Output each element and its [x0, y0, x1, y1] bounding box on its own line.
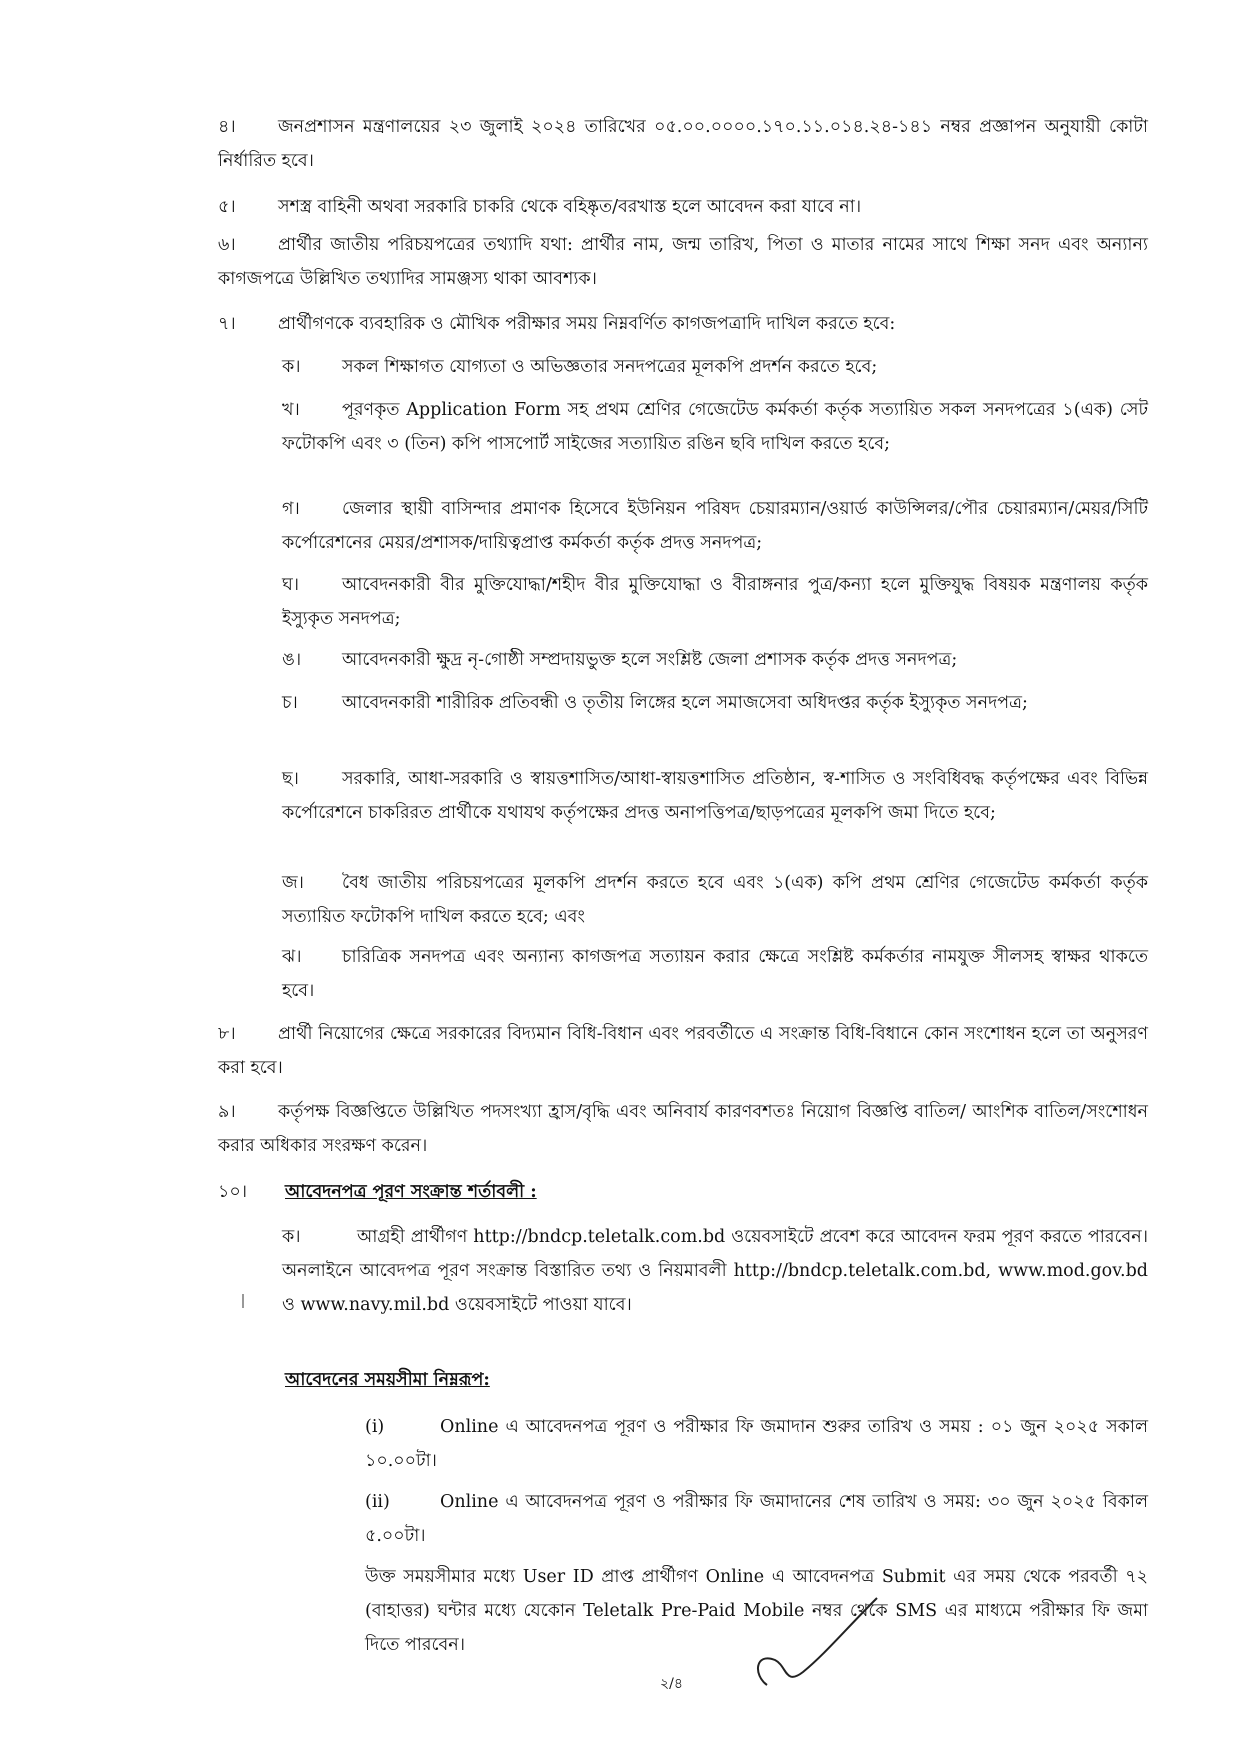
list-item-text: আবেদনকারী বীর মুক্তিযোদ্ধা/শহীদ বীর মুক্তিযোদ্ধা ও বীরাঙ্গনার পুত্র/কন্যা হলে মুক্তিযুদ্ধ বিষয়ক মন্ত্রণালয় কর্তৃক ইস্যুকৃত সনদপত্র; — [282, 575, 1148, 629]
item-number: ৮। — [218, 1024, 236, 1044]
list-marker: ঝ। — [282, 947, 302, 967]
closing-paragraph: উক্ত সময়সীমার মধ্যে User ID প্রাপ্ত প্রার্থীগণ Online এ আবেদনপত্র Submit এর সময় থেকে পরবর্তী ৭২ (বাহাত্তর) ঘন্টার মধ্যে যেকোন Teletalk Pre-Paid Mobile নম্বর থেকে SMS এর মাধ্যমে পরীক্ষার ফি জমা দিতে পারবেন। — [365, 1567, 1148, 1655]
item-number: ৫। — [218, 197, 236, 217]
deadline-item — [365, 1410, 1148, 1478]
item-text: জনপ্রশাসন মন্ত্রণালয়ের ২৩ জুলাই ২০২৪ তারিখের ০৫.০০.০০০০.১৭০.১১.০১৪.২৪-১৪১ নম্বর প্রজ্ঞাপন অনুযায়ী কোটা নির্ধারিত হবে। — [218, 117, 1148, 171]
list-item-text: বৈধ জাতীয় পরিচয়পত্রের মূলকপি প্রদর্শন করতে হবে এবং ১(এক) কপি প্রথম শ্রেণির গেজেটেড কর্মকর্তা কর্তৃক সত্যায়িত ফটোকপি দাখিল করতে হবে; এবং — [282, 873, 1148, 927]
scan-mark — [242, 1294, 244, 1308]
list-item — [282, 643, 1148, 677]
list-marker: (ii) — [365, 1492, 390, 1512]
list-item — [282, 686, 1148, 720]
list-item — [282, 568, 1148, 636]
list-item-text: জেলার স্থায়ী বাসিন্দার প্রমাণক হিসেবে ইউনিয়ন পরিষদ চেয়ারম্যান/ওয়ার্ড কাউন্সিলর/পৌর চেয়ারম্যান/মেয়র/সিটি কর্পোরেশনের মেয়র/প্রশাসক/দায়িত্বপ্রাপ্ত কর্মকর্তা কর্তৃক প্রদত্ত সনদপত্র; — [282, 499, 1148, 553]
list-item — [282, 350, 1148, 384]
item-text: কর্তৃপক্ষ বিজ্ঞপ্তিতে উল্লিখিত পদসংখ্যা হ্রাস/বৃদ্ধি এবং অনিবার্য কারণবশতঃ নিয়োগ বিজ্ঞপ্তি বাতিল/ আংশিক বাতিল/সংশোধন করার অধিকার সংরক্ষণ করেন। — [218, 1102, 1148, 1156]
list-item-text: আবেদনকারী শারীরিক প্রতিবন্ধী ও তৃতীয় লিঙ্গের হলে সমাজসেবা অধিদপ্তর কর্তৃক ইস্যুকৃত সনদপত্র; — [342, 693, 1028, 713]
item-number: ৪। — [218, 117, 236, 137]
section-heading: আবেদনপত্র পূরণ সংক্রান্ত শর্তাবলী : — [285, 1182, 537, 1202]
list-item-text: চারিত্রিক সনদপত্র এবং অন্যান্য কাগজপত্র সত্যায়ন করার ক্ষেত্রে সংশ্লিষ্ট কর্মকর্তার নামযুক্ত সীলসহ স্বাক্ষর থাকতে হবে। — [282, 947, 1148, 1001]
list-marker: (i) — [365, 1417, 385, 1437]
list-item-text: সকল শিক্ষাগত যোগ্যতা ও অভিজ্ঞতার সনদপত্রের মূলকপি প্রদর্শন করতে হবে; — [342, 357, 878, 377]
list-marker: খ। — [282, 400, 300, 420]
list-marker: ক। — [282, 357, 301, 377]
deadline-item — [365, 1485, 1148, 1553]
list-item — [282, 492, 1148, 560]
list-marker: ঘ। — [282, 575, 300, 595]
list-item-text: পূরণকৃত Application Form সহ প্রথম শ্রেণির গেজেটেড কর্মকর্তা কর্তৃক সত্যায়িত সকল সনদপত্রের ১(এক) সেট ফটোকপি এবং ৩ (তিন) কপি পাসপোর্ট সাইজের সত্যায়িত রঙিন ছবি দাখিল করতে হবে; — [282, 400, 1148, 454]
list-item-text: আবেদনকারী ক্ষুদ্র নৃ-গোষ্ঠী সম্প্রদায়ভুক্ত হলে সংশ্লিষ্ট জেলা প্রশাসক কর্তৃক প্রদত্ত সনদপত্র; — [342, 650, 958, 670]
list-item-text: Online এ আবেদনপত্র পূরণ ও পরীক্ষার ফি জমাদানের শেষ তারিখ ও সময়: ৩০ জুন ২০২৫ বিকাল ৫.০০টা। — [365, 1492, 1148, 1546]
item-number: ৯। — [218, 1102, 236, 1122]
list-marker: ছ। — [282, 769, 299, 789]
list-marker: ক। — [282, 1227, 301, 1247]
list-item-text: আগ্রহী প্রার্থীগণ http://bndcp.teletalk.com.bd ওয়েবসাইটে প্রবেশ করে আবেদন ফরম পূরণ করতে পারবেন। অনলাইনে আবেদপত্র পূরণ সংক্রান্ত বিস্তারিত তথ্য ও নিয়মাবলী http://bndcp.teletalk.com.bd, www.mod.gov.bd ও www.navy.mil.bd ওয়েবসাইটে পাওয়া যাবে। — [282, 1227, 1148, 1315]
signature — [745, 1590, 885, 1700]
item-number: ৬। — [218, 235, 236, 255]
list-item — [282, 940, 1148, 1008]
item-text: প্রার্থী নিয়োগের ক্ষেত্রে সরকারের বিদ্যমান বিধি-বিধান এবং পরবর্তীতে এ সংক্রান্ত বিধি-বিধানে কোন সংশোধন হলে তা অনুসরণ করা হবে। — [218, 1024, 1148, 1078]
deadline-heading: আবেদনের সময়সীমা নিম্নরূপ: — [285, 1370, 490, 1390]
item-number: ৭। — [218, 314, 236, 334]
list-marker: জ। — [282, 873, 304, 893]
list-marker: ঙ। — [282, 650, 302, 670]
item-text: প্রার্থীগণকে ব্যবহারিক ও মৌখিক পরীক্ষার সময় নিম্নবর্ণিত কাগজপত্রাদি দাখিল করতে হবে: — [278, 314, 896, 334]
list-item — [282, 866, 1148, 934]
list-marker: গ। — [282, 499, 300, 519]
item-text: প্রার্থীর জাতীয় পরিচয়পত্রের তথ্যাদি যথা: প্রার্থীর নাম, জন্ম তারিখ, পিতা ও মাতার নামের সাথে শিক্ষা সনদ এবং অন্যান্য কাগজপত্রে উল্লিখিত তথ্যাদির সামঞ্জস্য থাকা আবশ্যক। — [218, 235, 1148, 289]
list-item-text: Online এ আবেদনপত্র পূরণ ও পরীক্ষার ফি জমাদান শুরুর তারিখ ও সময় : ০১ জুন ২০২৫ সকাল ১০.০০টা। — [365, 1417, 1148, 1471]
list-item — [282, 1220, 1148, 1322]
list-item-text: সরকারি, আধা-সরকারি ও স্বায়ত্তশাসিত/আধা-স্বায়ত্তশাসিত প্রতিষ্ঠান, স্ব-শাসিত ও সংবিধিবদ্ধ কর্তৃপক্ষের এবং বিভিন্ন কর্পোরেশনে চাকরিরত প্রার্থীকে যথাযথ কর্তৃপক্ষের প্রদত্ত অনাপত্তিপত্র/ছাড়পত্রের মূলকপি জমা দিতে হবে; — [282, 769, 1148, 823]
item-number: ১০। — [218, 1182, 247, 1202]
list-marker: চ। — [282, 693, 298, 713]
item-text: সশস্ত্র বাহিনী অথবা সরকারি চাকরি থেকে বহিষ্কৃত/বরখাস্ত হলে আবেদন করা যাবে না। — [278, 197, 862, 217]
list-item — [282, 393, 1148, 461]
page-number: ২/৪ — [660, 1676, 683, 1692]
list-item — [282, 762, 1148, 830]
